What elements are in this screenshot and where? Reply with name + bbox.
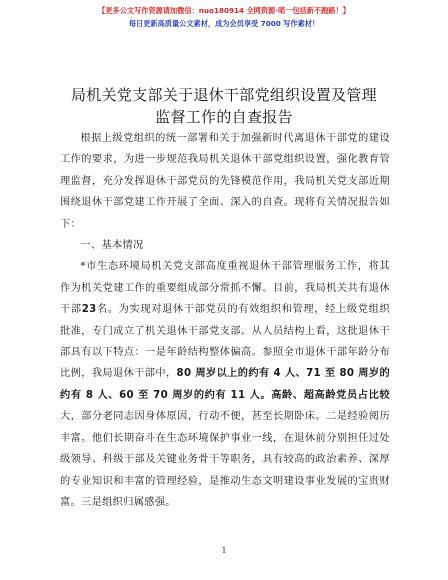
page-number: 1 bbox=[221, 546, 227, 555]
section1-text-a: *市生态环境局机关党支部高度重视退休干部管理服务工作，将其作为机关党建工作的重要组成部分常抓不懈。目前，我局机关共有退休干部 bbox=[60, 261, 390, 316]
age-breakdown: 80 周岁以上的约有 4 人、71 至 80 周岁的约有 8 人、60 至 70 周岁的约有 11 人。高龄、超高龄党员占比较 bbox=[60, 368, 391, 401]
promo-banner[interactable] bbox=[0, 4, 448, 30]
promo-line-red[interactable]: 【更多公文写作资源请加微信：nuo180914 全网资源·喏一包括新不跑路！】 bbox=[98, 6, 350, 15]
intro-paragraph: 根据上级党组织的统一部署和关于加强新时代离退休干部党的建设工作的要求，为进一步规范我局机关退休干部党组织设置，强化教育管理监督，充分发挥退休干部党员的先锋模范作用，我局机关党支部近期围绕退休干部党建工作开展了全面、深入的自查。现将有关情况报告如下： bbox=[60, 133, 390, 230]
document-title bbox=[40, 84, 408, 128]
title-line-2: 监督工作的自查报告 bbox=[155, 108, 293, 126]
section1-text-b: 名。为实现对退休干部党员的有效组织和管理，经上级党组织批准，专门成立了机关退休干部党支部。从人员结构上看，这批退休干部具有以下特点：一是年龄结构整体偏高。参照全市退休干部年龄分布比例，我局退休干部中， bbox=[60, 304, 390, 380]
section1-text-c: 大，部分老同志因身体原因，行动不便，甚至长期卧床。二是经验阅历丰富。他们长期奋斗在生态环境保护事业一线，在退休前分别担任过处级领导、科级干部及关键业务骨干等职务，具有较高的政治素养、深厚的专业知识和丰富的管理经验，是推动生态文明建设事业发展的宝贵财富。三是组织归属感强。 bbox=[60, 411, 390, 508]
section1-paragraph bbox=[60, 256, 390, 513]
section-heading-basic: 一、基本情况 bbox=[80, 240, 144, 252]
title-line-1: 局机关党支部关于退休干部党组织设置及管理 bbox=[70, 86, 377, 104]
document-body bbox=[60, 128, 390, 513]
total-count: 23 bbox=[81, 304, 97, 316]
promo-line-blue[interactable]: 每日更新高质量公文素材，成为会员享受 7000 写作素材！ bbox=[128, 19, 320, 28]
